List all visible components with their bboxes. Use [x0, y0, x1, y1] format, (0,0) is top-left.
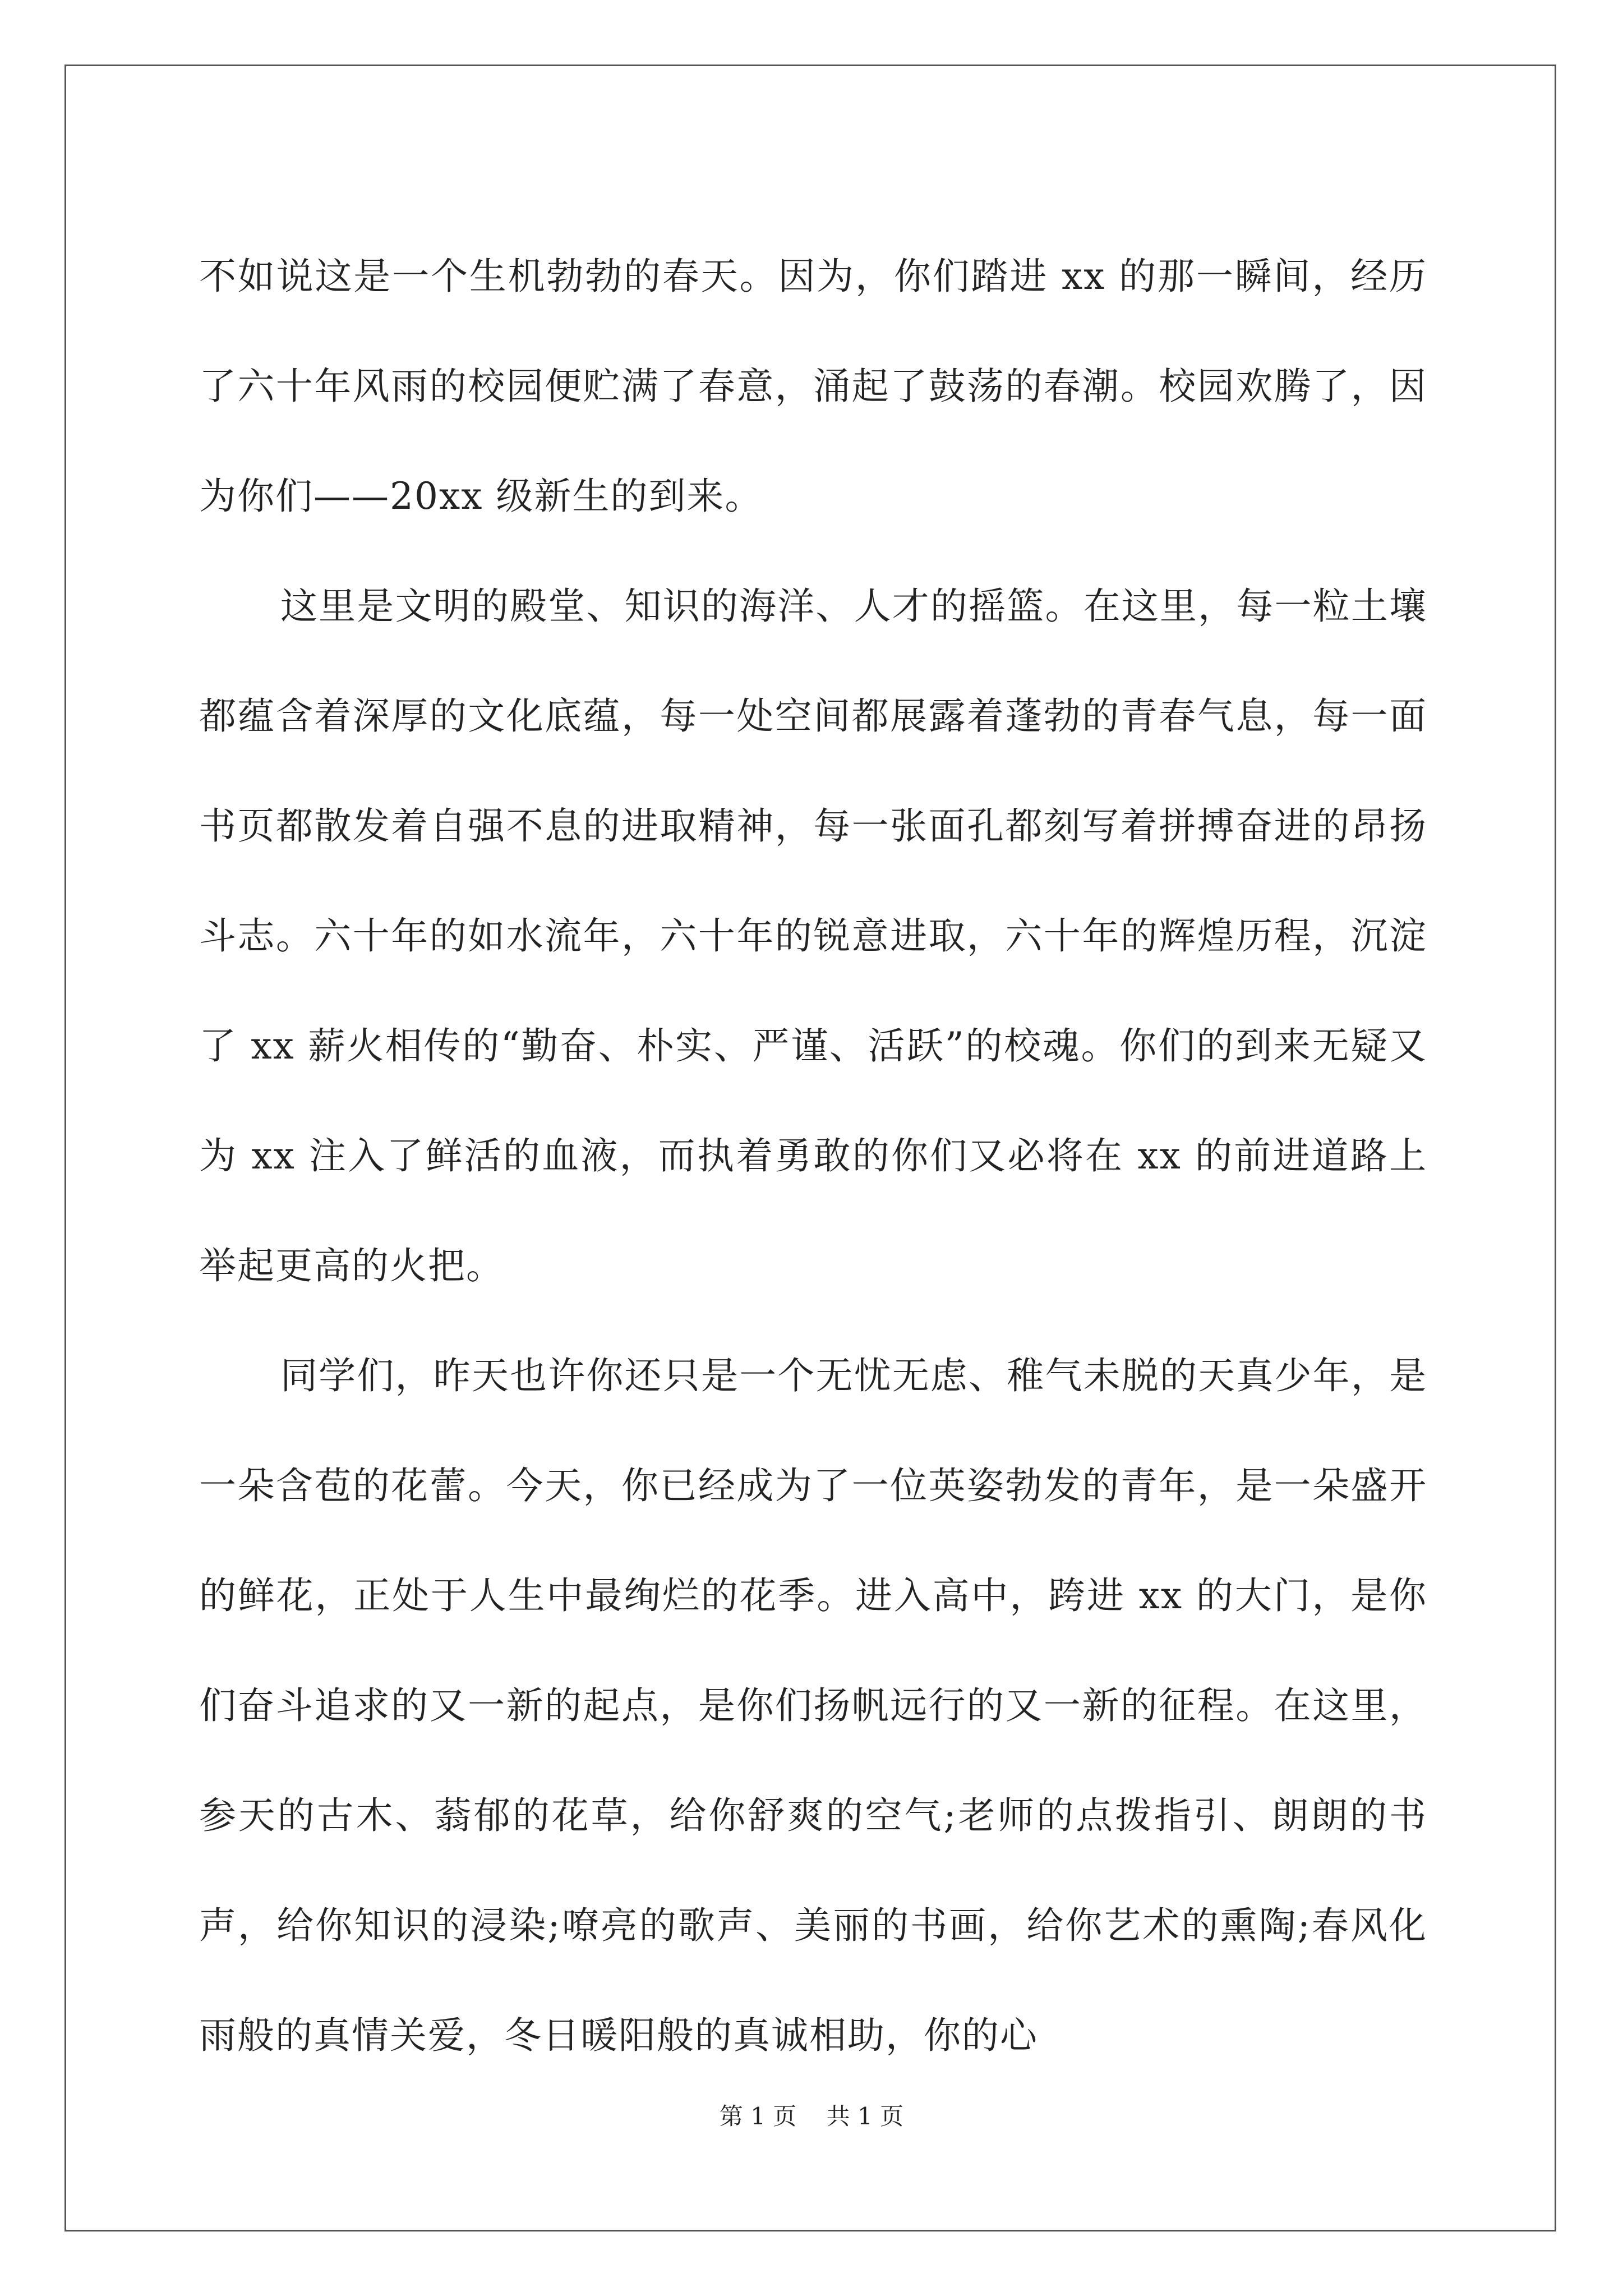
document-body — [199, 222, 1427, 2091]
page-total: 共 1 页 — [826, 2102, 904, 2130]
paragraph-continuation: 不如说这是一个生机勃勃的春天。因为，你们踏进 xx 的那一瞬间，经历了六十年风雨的校园便贮满了春意，涌起了鼓荡的春潮。校园欢腾了，因为你们——20xx 级新生的到来。 — [199, 255, 1427, 518]
paragraph-school-description: 这里是文明的殿堂、知识的海洋、人才的摇篮。在这里，每一粒土壤都蕴含着深厚的文化底蕴，每一处空间都展露着蓬勃的青春气息，每一面书页都散发着自强不息的进取精神，每一张面孔都刻写着拼搏奋进的昂扬斗志。六十年的如水流年，六十年的锐意进取，六十年的辉煌历程，沉淀了 xx 薪火相传的“勤奋、朴实、严谨、活跃”的校魂。你们的到来无疑又为 xx 注入了鲜活的血液，而执着勇敢的你们又必将在 xx 的前进道路上举起更高的火把。 — [199, 585, 1427, 1287]
page-footer — [0, 2098, 1623, 2132]
page-number: 第 1 页 — [719, 2102, 797, 2130]
paragraph-students-address: 同学们，昨天也许你还只是一个无忧无虑、稚气未脱的天真少年，是一朵含苞的花蕾。今天，你已经成为了一位英姿勃发的青年，是一朵盛开的鲜花，正处于人生中最绚烂的花季。进入高中，跨进 xx 的大门，是你们奋斗追求的又一新的起点，是你们扬帆远行的又一新的征程。在这里，参天的古木、蓊郁的花草，给你舒爽的空气;老师的点拨指引、朗朗的书声，给你知识的浸染;嘹亮的歌声、美丽的书画，给你艺术的熏陶;春风化雨般的真情关爱，冬日暖阳般的真诚相助，你的心 — [199, 1354, 1427, 2057]
